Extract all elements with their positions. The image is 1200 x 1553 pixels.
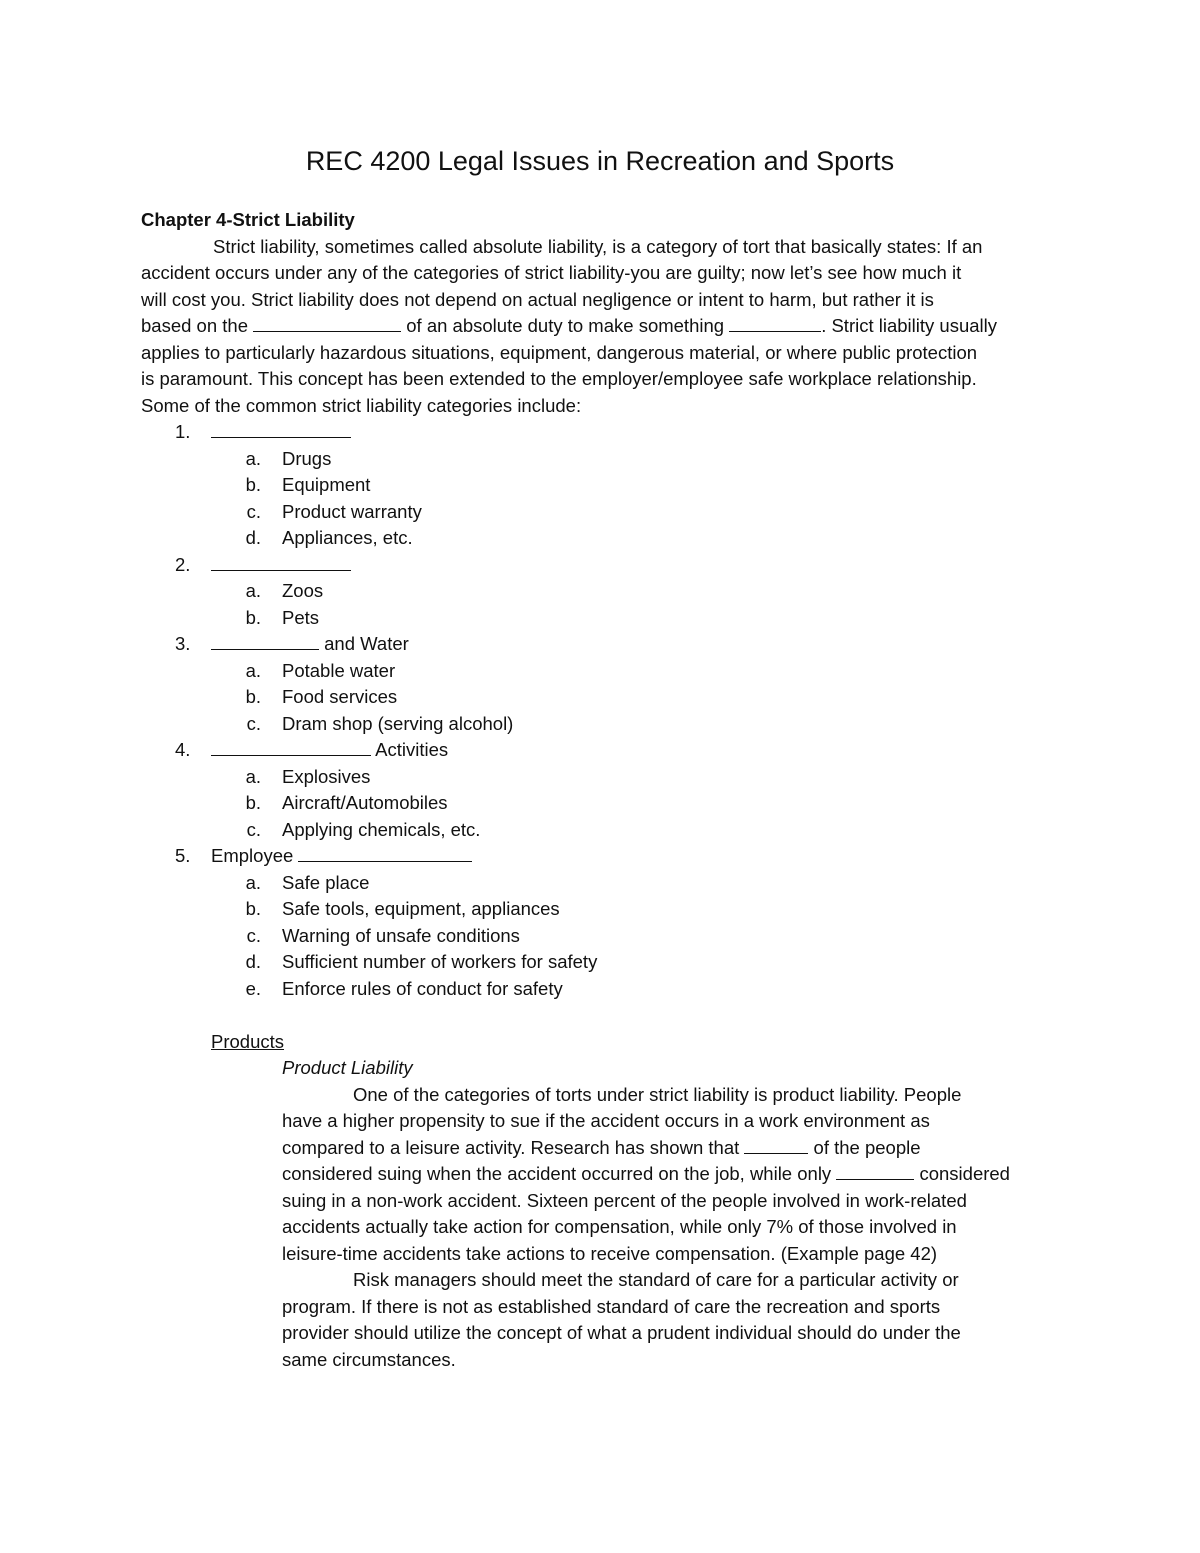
- fill-in-blank: [253, 313, 401, 332]
- sub-item-text: Explosives: [282, 765, 371, 787]
- paragraph-text: considered: [919, 1163, 1010, 1184]
- fill-in-blank: [211, 737, 371, 756]
- category-suffix: Activities: [371, 739, 449, 760]
- sub-item: [141, 472, 1071, 499]
- sub-item-text: Applying chemicals, etc.: [282, 818, 481, 840]
- sub-item-text: Pets: [282, 606, 320, 628]
- sub-item: [141, 605, 1071, 632]
- fill-in-blank: [729, 313, 821, 332]
- category-item: [141, 419, 1071, 446]
- paragraph-line: leisure-time accidents take actions to receive compensation. (Example page 42): [282, 1242, 938, 1264]
- category-number: 5.: [175, 845, 191, 866]
- sub-item-text: Sufficient number of workers for safety: [282, 951, 598, 972]
- category-prefix: Employee: [211, 845, 299, 866]
- intro-line: will cost you. Strict liability does not depend on actual negligence or intent to harm, but rather it is: [141, 288, 934, 310]
- fill-in-blank: [211, 631, 319, 650]
- paragraph-line: provider should utilize the concept of what a prudent individual should do under the: [282, 1322, 961, 1343]
- sub-item-letter: e.: [245, 977, 261, 999]
- paragraph-line: accidents actually take action for compensation, while only 7% of those involved in: [282, 1216, 957, 1237]
- fill-in-blank: [744, 1135, 808, 1154]
- sub-item: [141, 896, 1071, 923]
- sub-item: [141, 976, 1071, 1003]
- sub-item-letter: b.: [245, 792, 261, 813]
- intro-line: applies to particularly hazardous situations, equipment, dangerous material, or where public protection: [141, 341, 978, 363]
- document-title: REC 4200 Legal Issues in Recreation and Sports: [305, 146, 895, 176]
- intro-text: of an absolute duty to make something: [406, 315, 725, 336]
- sub-item-text: Dram shop (serving alcohol): [282, 712, 514, 734]
- paragraph-text: compared to a leisure activity. Research has shown that: [282, 1136, 740, 1158]
- sub-item-letter: a.: [245, 871, 261, 893]
- sub-item-letter: d.: [245, 951, 261, 972]
- fill-in-blank: [211, 552, 351, 571]
- category-suffix: and Water: [319, 633, 409, 654]
- spacer: [141, 1002, 1071, 1029]
- sub-item-text: Drugs: [282, 447, 332, 469]
- sub-item-letter: b.: [245, 606, 261, 628]
- sub-item-letter: c.: [246, 500, 261, 522]
- sub-item-letter: c.: [246, 818, 261, 840]
- sub-item: [141, 711, 1071, 738]
- sub-item-letter: a.: [245, 580, 261, 601]
- intro-line: accident occurs under any of the categories of strict liability-you are guilty; now let’s see how much it: [141, 262, 962, 283]
- intro-line: Some of the common strict liability categories include:: [141, 394, 582, 416]
- sub-item-text: Food services: [282, 686, 398, 707]
- sub-item: [141, 923, 1071, 950]
- sub-item: [141, 870, 1071, 897]
- sub-item: [141, 578, 1071, 605]
- sub-item-text: Equipment: [282, 474, 371, 495]
- category-item: [141, 737, 1071, 764]
- fill-in-blank: [298, 843, 472, 862]
- paragraph-line: [141, 1161, 1071, 1188]
- sub-item: [141, 446, 1071, 473]
- intro-line: is paramount. This concept has been extended to the employer/employee safe workplace relationship.: [141, 368, 977, 389]
- fill-in-blank: [211, 419, 351, 438]
- sub-item-text: Safe place: [282, 871, 370, 893]
- intro-text: . Strict liability usually: [821, 315, 997, 336]
- sub-item-text: Aircraft/Automobiles: [282, 792, 448, 813]
- sub-item-letter: d.: [245, 527, 261, 548]
- category-number: 2.: [175, 553, 191, 575]
- category-number: 1.: [175, 421, 191, 442]
- intro-line: [141, 313, 1071, 340]
- category-number: 4.: [175, 739, 191, 760]
- paragraph-text: considered suing when the accident occurred on the job, while only: [282, 1163, 832, 1184]
- sub-item-letter: c.: [246, 712, 261, 734]
- sub-item-text: Safe tools, equipment, appliances: [282, 898, 560, 919]
- intro-text: based on the: [141, 315, 248, 336]
- sub-item-letter: a.: [245, 659, 261, 681]
- sub-item-text: Potable water: [282, 659, 396, 681]
- category-item: [141, 843, 1071, 870]
- sub-item-letter: c.: [246, 924, 261, 946]
- sub-item-letter: b.: [245, 686, 261, 707]
- category-item: [141, 631, 1071, 658]
- sub-item: [141, 949, 1071, 976]
- fill-in-blank: [836, 1161, 914, 1180]
- product-liability-heading: Product Liability: [282, 1057, 413, 1078]
- category-number: 3.: [175, 633, 191, 654]
- sub-item-letter: a.: [245, 765, 261, 787]
- sub-item: [141, 525, 1071, 552]
- paragraph-line: [141, 1135, 1071, 1162]
- sub-item-text: Appliances, etc.: [282, 527, 413, 548]
- intro-line: Strict liability, sometimes called absolute liability, is a category of tort that basically states: If an: [213, 235, 983, 257]
- sub-item: [141, 817, 1071, 844]
- sub-item: [141, 790, 1071, 817]
- paragraph-line: suing in a non-work accident. Sixteen percent of the people involved in work-related: [282, 1189, 967, 1211]
- sub-item-letter: a.: [245, 447, 261, 469]
- sub-item: [141, 764, 1071, 791]
- chapter-heading: Chapter 4-Strict Liability: [141, 209, 355, 230]
- sub-item-letter: b.: [245, 474, 261, 495]
- document-body: [141, 207, 1071, 1373]
- paragraph-line: same circumstances.: [282, 1348, 456, 1370]
- paragraph-line: Risk managers should meet the standard of care for a particular activity or: [353, 1269, 959, 1290]
- sub-item: [141, 684, 1071, 711]
- sub-item-text: Enforce rules of conduct for safety: [282, 977, 563, 999]
- sub-item: [141, 499, 1071, 526]
- sub-item-text: Warning of unsafe conditions: [282, 924, 520, 946]
- sub-item-letter: b.: [245, 898, 261, 919]
- sub-item: [141, 658, 1071, 685]
- paragraph-text: of the people: [813, 1136, 921, 1158]
- sub-item-text: Zoos: [282, 580, 324, 601]
- paragraph-line: program. If there is not as established standard of care the recreation and sports: [282, 1295, 941, 1317]
- paragraph-line: have a higher propensity to sue if the accident occurs in a work environment as: [282, 1110, 930, 1131]
- category-item: [141, 552, 1071, 579]
- sub-item-text: Product warranty: [282, 500, 422, 522]
- paragraph-line: One of the categories of torts under strict liability is product liability. People: [353, 1083, 962, 1105]
- products-heading: Products: [211, 1030, 285, 1052]
